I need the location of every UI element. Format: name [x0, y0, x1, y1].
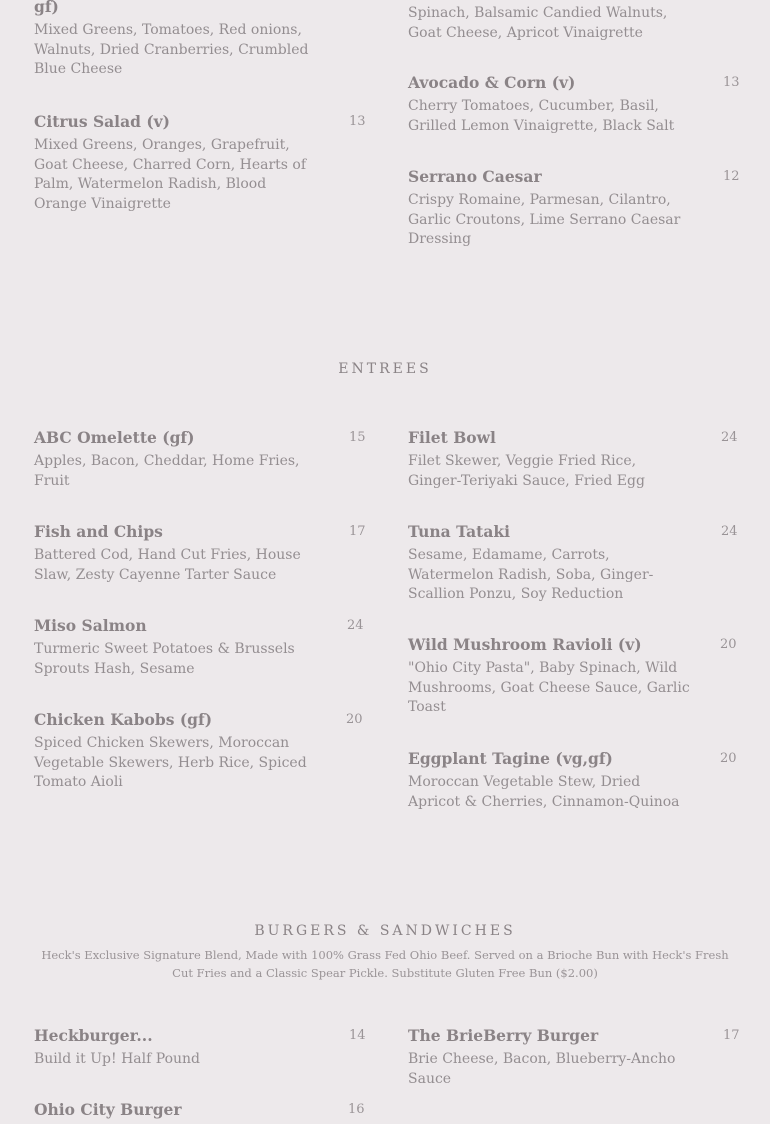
menu-item-fish-and-chips	[34, 522, 314, 585]
item-description: Mixed Greens, Oranges, Grapefruit, Goat Cheese, Charred Corn, Hearts of Palm, Watermelon Radish, Blood Orange Vinaigrette	[34, 137, 307, 212]
item-name: Citrus Salad (v)	[34, 112, 171, 131]
item-price: 24	[721, 524, 738, 539]
item-name: Fish and Chips	[34, 522, 163, 541]
item-price: 20	[346, 712, 363, 727]
menu-item-abc-omelette	[34, 428, 304, 491]
item-description: Turmeric Sweet Potatoes & Brussels Sprouts Hash, Sesame	[34, 641, 295, 677]
section-title-entrees: ENTREES	[338, 361, 432, 377]
item-name: The BrieBerry Burger	[408, 1026, 599, 1045]
menu-item-avocado-corn	[408, 73, 688, 136]
item-price: 20	[720, 751, 737, 766]
item-price: 17	[723, 1028, 740, 1043]
item-name: Tuna Tataki	[408, 522, 511, 541]
item-description: Filet Skewer, Veggie Fried Rice, Ginger-Teriyaki Sauce, Fried Egg	[408, 453, 645, 489]
menu-item-miso-salmon	[34, 616, 314, 679]
item-name: Eggplant Tagine (vg,gf)	[408, 749, 613, 768]
item-price: 14	[349, 1028, 366, 1043]
item-name: Filet Bowl	[408, 428, 496, 447]
item-price: 13	[723, 75, 740, 90]
item-price: 24	[347, 618, 364, 633]
item-description: Apples, Bacon, Cheddar, Home Fries, Fruit	[34, 453, 300, 489]
salad-item-cut-right	[408, 4, 678, 43]
menu-item-eggplant-tagine	[408, 749, 688, 812]
menu-item-ohio-city-burger	[34, 1100, 182, 1120]
item-name: Heckburger...	[34, 1026, 153, 1045]
item-description: Sesame, Edamame, Carrots, Watermelon Radish, Soba, Ginger-Scallion Ponzu, Soy Reduction	[408, 547, 654, 602]
item-price: 15	[349, 430, 366, 445]
item-description: Mixed Greens, Tomatoes, Red onions, Walnuts, Dried Cranberries, Crumbled Blue Cheese	[34, 22, 309, 77]
item-description: Brie Cheese, Bacon, Blueberry-Ancho Sauce	[408, 1051, 676, 1087]
salad-item-cut-left	[34, 0, 314, 80]
item-description: Build it Up! Half Pound	[34, 1051, 201, 1067]
item-price: 24	[721, 430, 738, 445]
item-description: Spiced Chicken Skewers, Moroccan Vegetable Skewers, Herb Rice, Spiced Tomato Aioli	[34, 735, 307, 790]
item-description: "Ohio City Pasta", Baby Spinach, Wild Mushrooms, Goat Cheese Sauce, Garlic Toast	[408, 660, 690, 715]
section-note-burgers: Heck's Exclusive Signature Blend, Made with 100% Grass Fed Ohio Beef. Served on a Brioche Bun with Heck's Fresh Cut Fries and a Classic Spear Pickle. Substitute Gluten Free Bun ($2.00)	[41, 948, 729, 980]
menu-item-serrano-caesar	[408, 167, 688, 250]
item-description: Spinach, Balsamic Candied Walnuts, Goat Cheese, Apricot Vinaigrette	[408, 5, 668, 41]
item-description: Battered Cod, Hand Cut Fries, House Slaw, Zesty Cayenne Tarter Sauce	[34, 547, 301, 583]
section-title-burgers: BURGERS & SANDWICHES	[254, 923, 516, 939]
menu-item-chicken-kabobs	[34, 710, 314, 793]
item-price: 12	[723, 169, 740, 184]
item-name: Serrano Caesar	[408, 167, 542, 186]
menu-item-tuna-tataki	[408, 522, 663, 605]
item-price: 20	[720, 637, 737, 652]
item-description: Moroccan Vegetable Stew, Dried Apricot & Cherries, Cinnamon-Quinoa	[408, 774, 680, 810]
menu-item-heckburger	[34, 1026, 314, 1070]
menu-item-filet-bowl	[408, 428, 690, 491]
item-name: Avocado & Corn (v)	[408, 73, 576, 92]
item-price: 16	[348, 1102, 365, 1117]
item-description: Cherry Tomatoes, Cucumber, Basil, Grilled Lemon Vinaigrette, Black Salt	[408, 98, 675, 134]
menu-item-brieberry-burger	[408, 1026, 683, 1089]
item-price: 13	[349, 114, 366, 129]
item-name: gf)	[34, 0, 59, 16]
item-name: Ohio City Burger	[34, 1100, 182, 1119]
item-name: ABC Omelette (gf)	[34, 428, 195, 447]
menu-item-citrus-salad	[34, 112, 319, 214]
item-price: 17	[349, 524, 366, 539]
item-name: Chicken Kabobs (gf)	[34, 710, 213, 729]
item-name: Miso Salmon	[34, 616, 147, 635]
menu-item-wild-mushroom-ravioli	[408, 635, 693, 718]
item-name: Wild Mushroom Ravioli (v)	[408, 635, 642, 654]
item-description: Crispy Romaine, Parmesan, Cilantro, Garlic Croutons, Lime Serrano Caesar Dressing	[408, 192, 681, 247]
